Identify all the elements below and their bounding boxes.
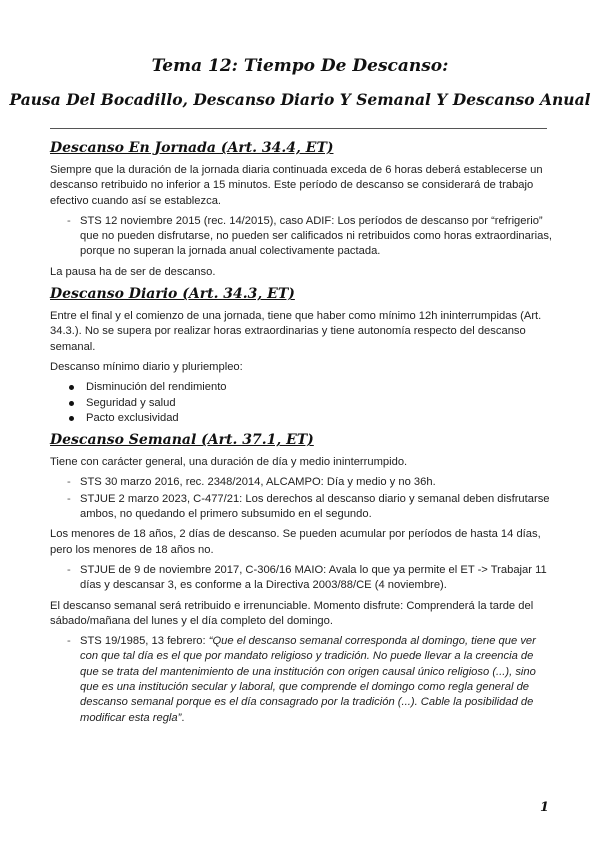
dash-list <box>50 563 555 594</box>
list-item: - STS 12 noviembre 2015 (rec. 14/2015), caso ADIF: Los períodos de descanso por “refrigerio” que no pueden disfrutarse, no pueden ser calificados ni retribuidos como horas extraordinarias, porque no superan la jornada anual colectivamente pactada. <box>80 214 555 260</box>
page-number: 1 <box>540 800 550 815</box>
paragraph: Entre el final y el comienzo de una jornada, tiene que haber como mínimo 12h ininterrumpidas (Art. 34.3.). No se supera por realizar horas extraordinarias y tiene autonomía respecto del descanso semanal. <box>50 310 542 353</box>
section-heading-descanso-jornada: Descanso En Jornada (Art. 34.4, ET) <box>50 140 334 156</box>
list-item: Disminución del rendimiento <box>86 380 555 395</box>
paragraph: El descanso semanal será retribuido e irrenunciable. Momento disfrute: Comprenderá la tarde del sábado/mañana del lunes y el día completo del domingo. <box>50 599 534 627</box>
list-item <box>80 634 555 726</box>
list-item: Seguridad y salud <box>86 396 555 411</box>
section-heading-descanso-diario: Descanso Diario (Art. 34.3, ET) <box>50 286 295 303</box>
paragraph: Los menores de 18 años, 2 días de descanso. Se pueden acumular por períodos de hasta 14 días, pero los menores de 18 años no. <box>50 528 541 556</box>
citation: STS 19/1985, 13 febrero: <box>80 635 209 648</box>
dash-list <box>50 475 555 522</box>
list-item: - STJUE de 9 de noviembre 2017, C-306/16 MAIO: Avala lo que ya permite el ET -> Trabajar 11 días y descansar 3, es conforme a la Directiva 2003/88/CE (4 noviembre). <box>80 563 555 594</box>
paragraph: Tiene con carácter general, una duración de día y medio ininterrumpido. <box>50 456 408 469</box>
page-title: Tema 12: Tiempo De Descanso: <box>151 56 449 76</box>
divider <box>50 128 547 129</box>
document-body <box>50 139 555 731</box>
list-item: - STJUE 2 marzo 2023, C-477/21: Los derechos al descanso diario y semanal deben disfrutarse ambos, no quedando el primero subsumido en el segundo. <box>80 492 555 523</box>
page-subtitle: Pausa Del Bocadillo, Descanso Diario Y Semanal Y Descanso Anual <box>9 90 591 109</box>
dash-list <box>50 214 555 260</box>
dash-list <box>50 634 555 726</box>
paragraph: Descanso mínimo diario y pluriempleo: <box>50 360 243 373</box>
paragraph: Siempre que la duración de la jornada diaria continuada exceda de 6 horas deberá establecerse un descanso retribuido no inferior a 15 minutos. Este período de descanso se considerará de trabajo efectivo cuando así se establezca. <box>50 164 543 207</box>
punctuation: . <box>181 711 185 724</box>
list-item: - STS 30 marzo 2016, rec. 2348/2014, ALCAMPO: Día y medio y no 36h. <box>80 475 555 490</box>
paragraph: La pausa ha de ser de descanso. <box>50 265 216 278</box>
list-item: Pacto exclusividad <box>86 411 555 426</box>
section-heading-descanso-semanal: Descanso Semanal (Art. 37.1, ET) <box>50 432 314 449</box>
quote: “Que el descanso semanal corresponda al domingo, tiene que ver con que tal día es el que por mandato religioso y tradición. No puede llevar a la creencia de que se trata del mantenimiento de una institución con origen causal único religioso (...), sino que es una institución secular y laboral, que comprende el domingo como regla general de descanso semanal porque es el día consagrado por la tradición (...). Cable la posibilidad de modificar esta regla” <box>80 635 536 724</box>
bullet-list <box>50 380 555 426</box>
